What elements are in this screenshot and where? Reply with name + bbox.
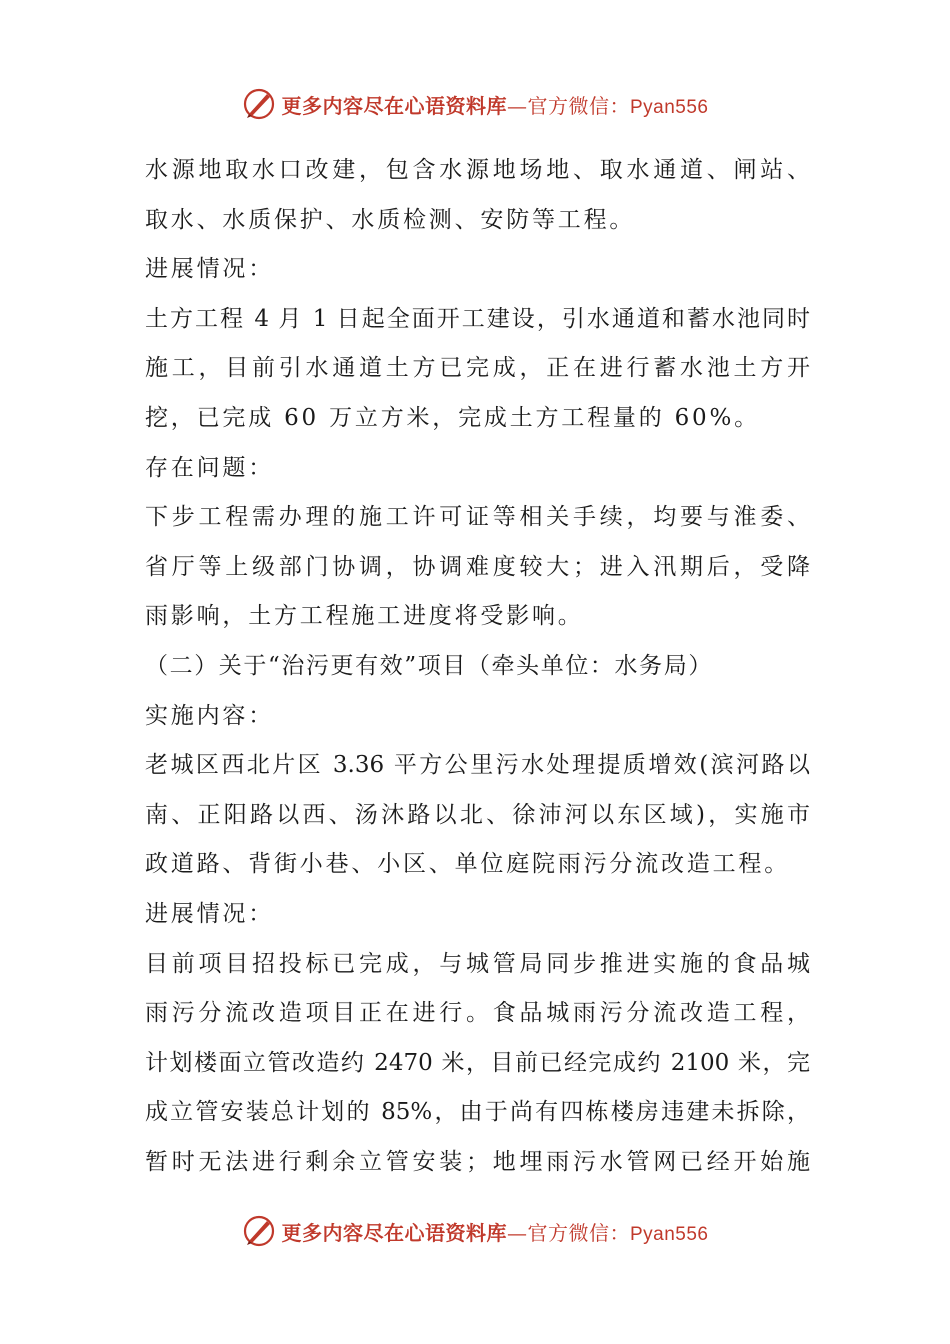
section-heading: 进展情况： — [145, 900, 274, 927]
pen-logo-icon — [241, 1213, 277, 1249]
text-line: 暂时无法进行剩余立管安装；地埋雨污水管网已经开始施 — [145, 1148, 810, 1175]
banner-prefix: 更多内容尽在心语资料库 — [281, 93, 507, 118]
banner-separator: — — [506, 93, 528, 118]
text-line: 施工，目前引水通道土方已完成，正在进行蓄水池土方开 — [145, 355, 810, 382]
document-body — [145, 146, 810, 1187]
text-line: 省厅等上级部门协调，协调难度较大；进入汛期后，受降 — [145, 553, 810, 580]
text-line: 取水、水质保护、水质检测、安防等工程。 — [145, 206, 636, 233]
text-line: 成立管安装总计划的 85%，由于尚有四栋楼房违建未拆除， — [145, 1099, 810, 1126]
banner-text — [281, 90, 708, 119]
banner-suffix: 官方微信： — [527, 1220, 630, 1245]
text-line: 挖，已完成 60 万立方米，完成土方工程量的 60%。 — [145, 404, 760, 431]
text-line: 政道路、背街小巷、小区、单位庭院雨污分流改造工程。 — [145, 851, 790, 878]
text-line: 南、正阳路以西、汤沐路以北、徐沛河以东区域)，实施市 — [145, 801, 810, 828]
section-heading: （二）关于“治污更有效”项目（牵头单位：水务局） — [145, 652, 713, 679]
banner-wechat-id: Pyan556 — [629, 1223, 709, 1245]
banner-text — [281, 1217, 708, 1246]
banner-suffix: 官方微信： — [527, 93, 630, 118]
banner-separator: — — [506, 1220, 528, 1245]
banner-prefix: 更多内容尽在心语资料库 — [281, 1220, 507, 1245]
section-heading: 进展情况： — [145, 256, 274, 283]
text-line: 下步工程需办理的施工许可证等相关手续，均要与淮委、 — [145, 504, 810, 531]
pen-logo-icon — [241, 86, 277, 122]
text-line: 雨污分流改造项目正在进行。食品城雨污分流改造工程， — [145, 1000, 810, 1027]
footer-watermark-banner — [0, 1211, 950, 1251]
text-line: 计划楼面立管改造约 2470 米，目前已经完成约 2100 米，完 — [145, 1049, 810, 1076]
section-heading: 实施内容： — [145, 702, 274, 729]
text-line: 目前项目招投标已完成，与城管局同步推进实施的食品城 — [145, 950, 810, 977]
banner-wechat-id: Pyan556 — [629, 96, 709, 118]
section-heading: 存在问题： — [145, 454, 274, 481]
text-line: 水源地取水口改建，包含水源地场地、取水通道、闸站、 — [145, 157, 810, 183]
text-line: 雨影响，土方工程施工进度将受影响。 — [145, 603, 584, 630]
header-watermark-banner — [0, 84, 950, 124]
text-line: 老城区西北片区 3.36 平方公里污水处理提质增效(滨河路以 — [145, 752, 810, 779]
text-line: 土方工程 4 月 1 日起全面开工建设，引水通道和蓄水池同时 — [145, 305, 810, 332]
